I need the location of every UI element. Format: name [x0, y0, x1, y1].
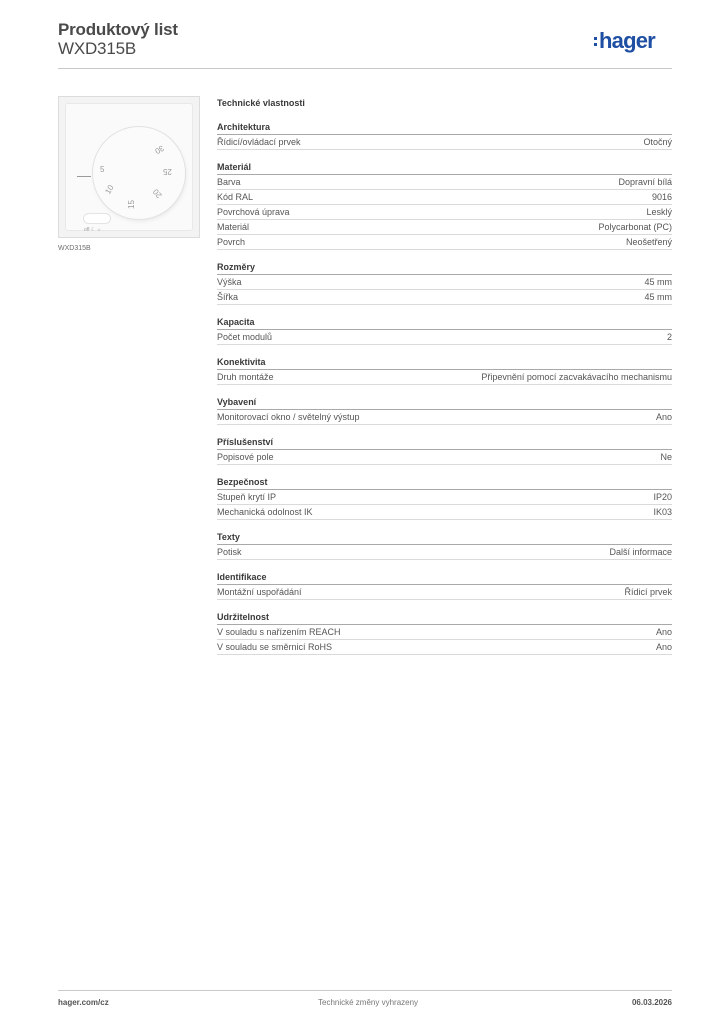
property-row — [217, 450, 672, 465]
property-label: Materiál — [217, 222, 250, 232]
property-value: IK03 — [653, 507, 672, 517]
group-title: Rozměry — [217, 260, 672, 275]
logo-text: hager — [599, 28, 655, 53]
property-row — [217, 175, 672, 190]
property-row — [217, 490, 672, 505]
property-value: Ne — [660, 452, 672, 462]
property-row — [217, 625, 672, 640]
group-title: Bezpečnost — [217, 475, 672, 490]
property-row — [217, 235, 672, 250]
section-title: Technické vlastnosti — [217, 98, 305, 108]
product-code: WXD315B — [58, 39, 136, 58]
property-row — [217, 545, 672, 560]
property-label: Stupeň krytí IP — [217, 492, 277, 502]
technical-properties — [217, 96, 672, 655]
property-value: Další informace — [609, 547, 672, 557]
mode-symbols: off ☾ ☼ — [84, 227, 102, 233]
property-label: Počet modulů — [217, 332, 273, 342]
property-value: 9016 — [651, 192, 672, 202]
property-groups — [217, 120, 672, 655]
group-title: Architektura — [217, 120, 672, 135]
property-label: Povrchová úprava — [217, 207, 290, 217]
logo-colon-icon — [594, 37, 597, 40]
property-row — [217, 220, 672, 235]
property-value: IP20 — [653, 492, 672, 502]
page-title: Produktový list — [58, 20, 178, 39]
property-row — [217, 330, 672, 345]
footer-divider — [58, 990, 672, 991]
property-label: Mechanická odolnost IK — [217, 507, 313, 517]
property-label: Šířka — [217, 292, 239, 302]
group-title: Příslušenství — [217, 435, 672, 450]
property-row — [217, 505, 672, 520]
dial-number: 5 — [100, 165, 105, 174]
property-row — [217, 190, 672, 205]
property-label: Druh montáže — [217, 372, 274, 382]
property-value: Neošetřený — [625, 237, 672, 247]
property-row — [217, 275, 672, 290]
group-title: Materiál — [217, 160, 672, 175]
property-row — [217, 585, 672, 600]
property-label: Výška — [217, 277, 242, 287]
property-label: Monitorovací okno / světelný výstup — [217, 412, 360, 422]
thermostat-dial — [93, 127, 185, 219]
group-title: Vybavení — [217, 395, 672, 410]
group-title: Texty — [217, 530, 672, 545]
header-divider — [58, 68, 672, 69]
property-row — [217, 640, 672, 655]
property-value: Připevnění pomocí zacvakávacího mechanismu — [481, 372, 672, 382]
property-value: Lesklý — [646, 207, 672, 217]
property-value: Ano — [655, 412, 672, 422]
hager-logo — [594, 28, 655, 54]
image-caption: WXD315B — [58, 245, 91, 252]
dial-indicator-line — [77, 176, 91, 177]
property-value: 45 mm — [644, 277, 672, 287]
monitoring-window — [84, 214, 110, 223]
property-row — [217, 410, 672, 425]
property-row — [217, 370, 672, 385]
footer-note: Technické změny vyhrazeny — [318, 998, 419, 1007]
property-value: Řídicí prvek — [624, 587, 672, 597]
group-title: Udržitelnost — [217, 610, 672, 625]
footer-website: hager.com/cz — [58, 998, 109, 1007]
property-label: Povrch — [217, 237, 246, 247]
group-title: Identifikace — [217, 570, 672, 585]
property-label: V souladu s nařízením REACH — [217, 627, 341, 637]
dial-number: 25 — [163, 167, 172, 176]
dial-number: 20 — [151, 187, 164, 200]
property-value: 45 mm — [644, 292, 672, 302]
property-value: 2 — [666, 332, 672, 342]
property-value: Ano — [655, 627, 672, 637]
property-row — [217, 290, 672, 305]
group-title: Kapacita — [217, 315, 672, 330]
dial-number: 10 — [103, 183, 116, 196]
property-label: Řídicí/ovládací prvek — [217, 137, 301, 147]
dial-number: 15 — [126, 200, 136, 209]
property-label: Montážní uspořádání — [217, 587, 302, 597]
property-value: Otočný — [643, 137, 672, 147]
property-label: Kód RAL — [217, 192, 254, 202]
property-value: Dopravní bílá — [618, 177, 672, 187]
property-label: Potisk — [217, 547, 242, 557]
property-row — [217, 205, 672, 220]
property-value: Ano — [655, 642, 672, 652]
product-image — [58, 96, 200, 238]
property-label: V souladu se směrnicí RoHS — [217, 642, 333, 652]
property-label: Barva — [217, 177, 241, 187]
property-row — [217, 135, 672, 150]
dial-number: 30 — [153, 143, 166, 156]
group-title: Konektivita — [217, 355, 672, 370]
product-plate — [65, 103, 193, 231]
property-value: Polycarbonat (PC) — [598, 222, 672, 232]
property-label: Popisové pole — [217, 452, 274, 462]
footer-date: 06.03.2026 — [631, 998, 672, 1007]
